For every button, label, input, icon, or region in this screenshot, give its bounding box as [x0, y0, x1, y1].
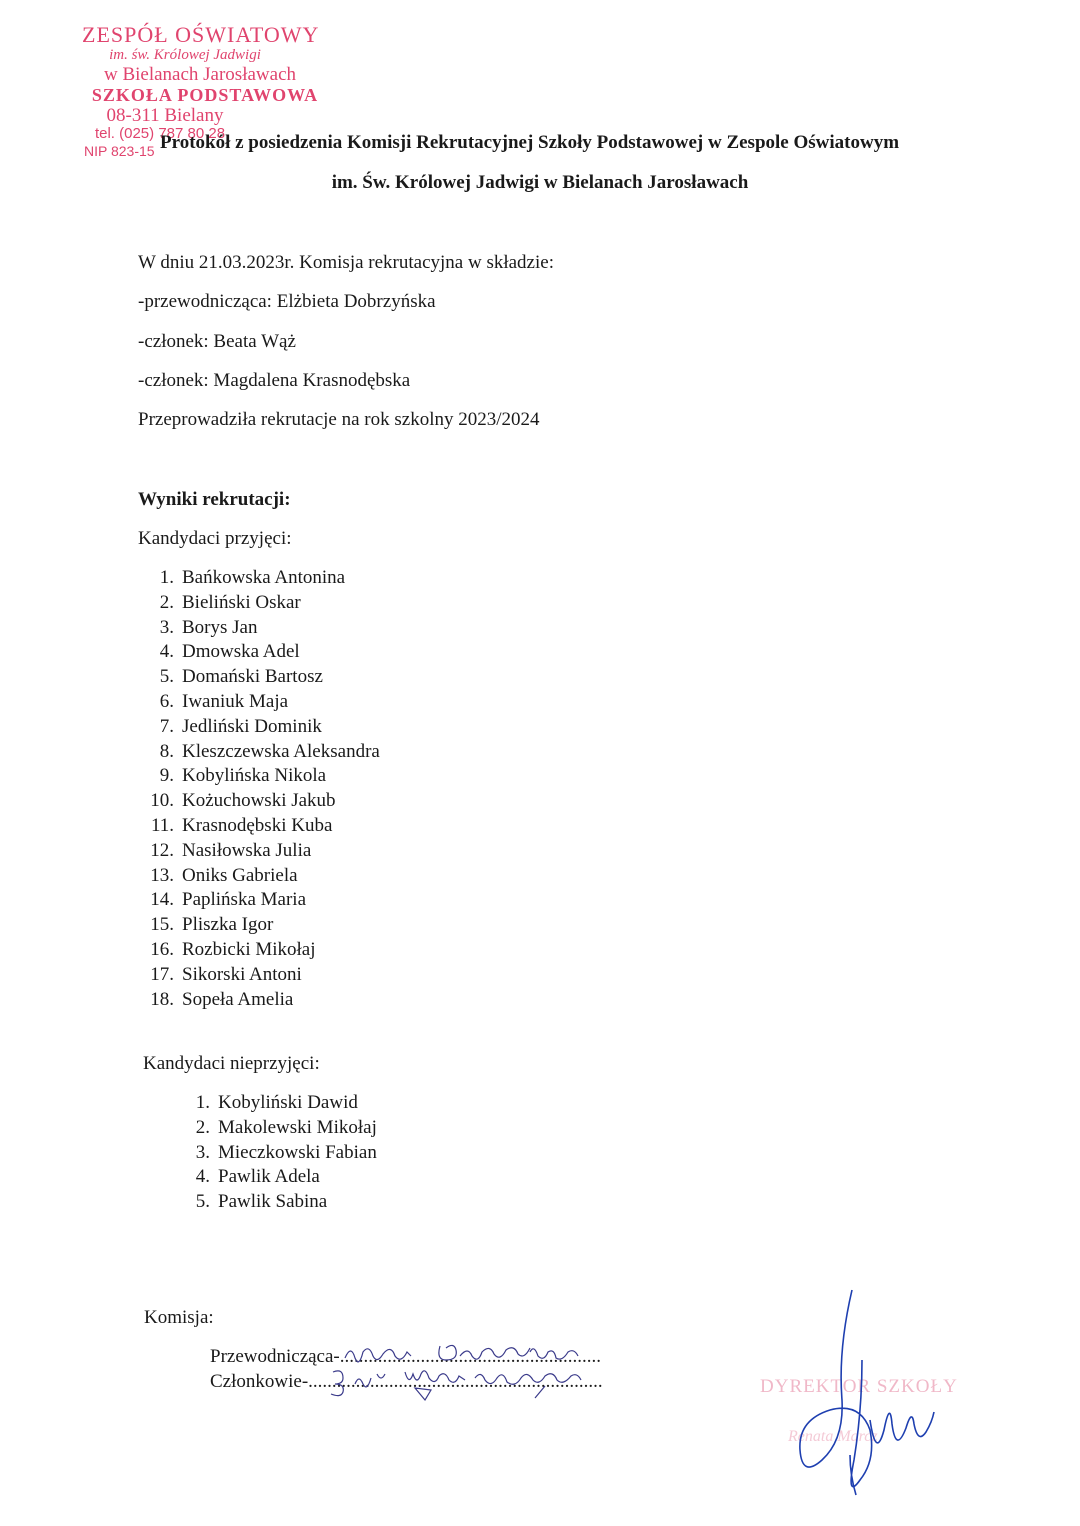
- candidate-name: Makolewski Mikołaj: [218, 1116, 377, 1138]
- director-name-stamp: Renata Marcz: [788, 1428, 878, 1445]
- list-item-number: 5.: [159, 666, 174, 688]
- list-item-number: 2.: [159, 591, 174, 613]
- signature-dots: ..............................................................: [308, 1371, 603, 1392]
- stamp-line: w Bielanach Jarosławach: [103, 64, 297, 85]
- list-item: [142, 888, 380, 913]
- candidate-name: Bańkowska Antonina: [182, 567, 346, 588]
- list-item-number: 6.: [159, 690, 174, 712]
- document-title: Protokół z posiedzenia Komisji Rekrutacyjnej Szkoły Podstawowej w Zespole Oświatowym: [160, 132, 900, 153]
- list-item: [142, 616, 380, 641]
- accepted-list: [142, 566, 380, 1012]
- list-item: [142, 640, 380, 665]
- list-item-number: 18.: [150, 988, 174, 1010]
- results-heading: Wyniki rekrutacji:: [138, 489, 291, 510]
- list-item-number: 4.: [195, 1166, 210, 1188]
- list-item: [142, 566, 380, 591]
- list-item-number: 3.: [195, 1141, 210, 1163]
- list-item: [178, 1165, 377, 1190]
- list-item: [142, 814, 380, 839]
- list-item: [142, 988, 380, 1013]
- candidate-name: Paplińska Maria: [182, 889, 307, 911]
- list-item-number: 16.: [150, 938, 174, 960]
- list-item-number: 1.: [159, 567, 174, 588]
- candidate-name: Sopeła Amelia: [182, 988, 294, 1010]
- list-item-number: 4.: [159, 641, 174, 663]
- candidate-name: Pliszka Igor: [182, 914, 274, 936]
- members-label: Członkowie-: [210, 1371, 309, 1392]
- candidate-name: Rozbicki Mikołaj: [182, 938, 316, 960]
- director-stamp: DYREKTOR SZKOŁY: [760, 1376, 958, 1397]
- chair-label: Przewodnicząca-: [210, 1346, 340, 1367]
- candidate-name: Jedliński Dominik: [182, 715, 322, 737]
- candidate-name: Oniks Gabriela: [182, 864, 298, 886]
- school-stamp: [80, 22, 350, 159]
- list-item-number: 5.: [195, 1191, 210, 1213]
- candidate-name: Kobylińska Nikola: [182, 765, 327, 787]
- list-item-number: 10.: [150, 790, 174, 812]
- list-item-number: 8.: [159, 740, 174, 762]
- list-item-number: 2.: [195, 1116, 210, 1138]
- list-item: [142, 715, 380, 740]
- list-item: [142, 740, 380, 765]
- list-item: [142, 963, 380, 988]
- stamp-line: NIP 823-15: [84, 143, 155, 159]
- list-item: [142, 913, 380, 938]
- list-item: [178, 1190, 377, 1215]
- stamp-line: 08-311 Bielany: [106, 105, 224, 126]
- accepted-label: Kandydaci przyjęci:: [138, 528, 292, 549]
- list-item-number: 12.: [150, 839, 174, 861]
- list-item: [178, 1141, 377, 1166]
- candidate-name: Borys Jan: [182, 616, 258, 638]
- rejected-list: [178, 1091, 377, 1215]
- list-item-number: 17.: [150, 963, 174, 985]
- list-item-number: 15.: [150, 914, 174, 936]
- candidate-name: Kobyliński Dawid: [218, 1092, 358, 1113]
- members-handwritten-signature: [325, 1364, 625, 1404]
- candidate-name: Dmowska Adel: [182, 641, 300, 663]
- director-handwritten-signature: [790, 1285, 950, 1500]
- document-subtitle: im. Św. Królowej Jadwigi w Bielanach Jarosławach: [331, 172, 749, 193]
- list-item-number: 1.: [195, 1092, 210, 1113]
- list-item: [142, 789, 380, 814]
- stamp-line: tel. (025) 787 80 28: [94, 125, 226, 142]
- list-item: [142, 864, 380, 889]
- signature-dots: .......................................................: [339, 1346, 602, 1367]
- candidate-name: Pawlik Sabina: [218, 1191, 328, 1213]
- date-line: W dniu 21.03.2023r. Komisja rekrutacyjna w składzie:: [138, 252, 554, 273]
- candidate-name: Iwaniuk Maja: [182, 690, 289, 712]
- candidate-name: Bieliński Oskar: [182, 591, 301, 613]
- list-item: [142, 591, 380, 616]
- committee-member-line: -członek: Beata Wąż: [138, 331, 296, 352]
- candidate-name: Krasnodębski Kuba: [182, 814, 333, 836]
- list-item: [142, 690, 380, 715]
- stamp-line: SZKOŁA PODSTAWOWA: [91, 85, 319, 105]
- conducted-line: Przeprowadziła rekrutacje na rok szkolny 2023/2024: [138, 409, 540, 430]
- list-item: [142, 938, 380, 963]
- candidate-name: Sikorski Antoni: [182, 963, 302, 985]
- committee-chair-line: -przewodnicząca: Elżbieta Dobrzyńska: [138, 291, 436, 312]
- candidate-name: Domański Bartosz: [182, 666, 323, 688]
- list-item-number: 3.: [159, 616, 174, 638]
- stamp-line: ZESPÓŁ OŚWIATOWY: [82, 22, 320, 47]
- candidate-name: Kożuchowski Jakub: [182, 790, 336, 812]
- list-item: [142, 665, 380, 690]
- list-item-number: 13.: [150, 864, 174, 886]
- list-item-number: 14.: [150, 889, 174, 911]
- list-item: [178, 1091, 377, 1116]
- list-item: [142, 764, 380, 789]
- list-item-number: 11.: [150, 814, 174, 836]
- list-item-number: 7.: [159, 715, 174, 737]
- committee-label: Komisja:: [144, 1307, 214, 1328]
- candidate-name: Nasiłowska Julia: [182, 839, 312, 861]
- rejected-label: Kandydaci nieprzyjęci:: [143, 1053, 320, 1074]
- committee-member-line: -członek: Magdalena Krasnodębska: [138, 370, 411, 391]
- candidate-name: Mieczkowski Fabian: [218, 1141, 377, 1163]
- list-item-number: 9.: [159, 765, 174, 787]
- stamp-line: im. św. Królowej Jadwigi: [109, 47, 261, 63]
- candidate-name: Pawlik Adela: [218, 1166, 320, 1188]
- list-item: [142, 839, 380, 864]
- list-item: [178, 1116, 377, 1141]
- candidate-name: Kleszczewska Aleksandra: [182, 740, 380, 762]
